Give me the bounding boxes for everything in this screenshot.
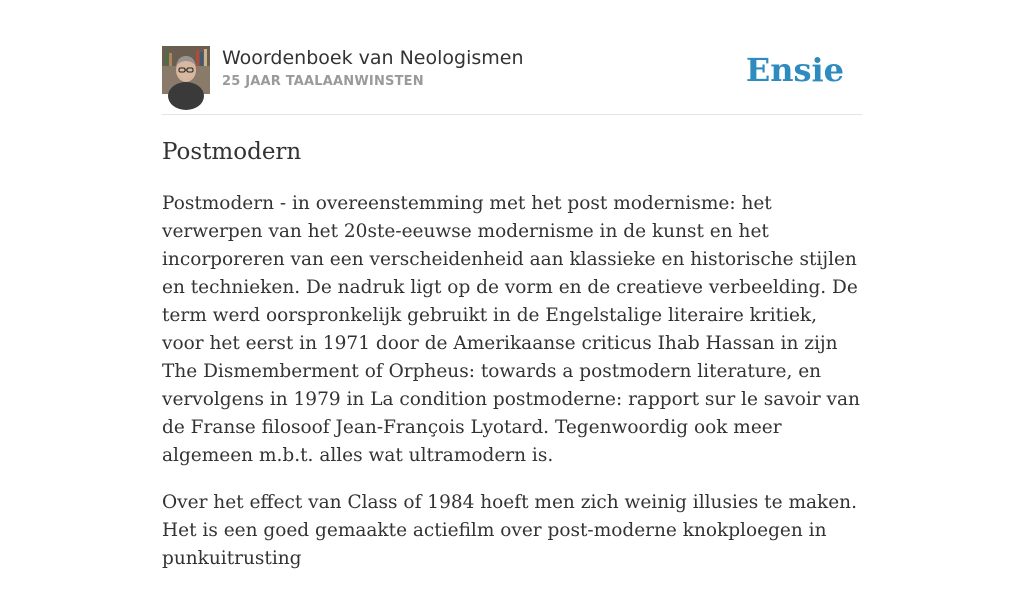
entry-body — [162, 190, 862, 592]
entry-title: Postmodern — [162, 139, 302, 165]
brand-logo[interactable]: Ensie — [745, 51, 844, 89]
author-portrait-icon — [162, 46, 210, 94]
entry-paragraph: Postmodern - in overeenstemming met het post modernisme: het verwerpen van het 20ste-eeuwse modernisme in de kunst en het incorporeren van een verscheidenheid aan klassieke en historische stijlen en technieken. De nadruk ligt op de vorm en de creatieve verbeelding. De term werd oorspronkelijk gebruikt in de Engelstalige literaire kritiek, voor het eerst in 1971 door de Amerikaanse criticus Ihab Hassan in zijn The Dismemberment of Orpheus: towards a postmodern literature, en vervolgens in 1979 in La condition postmoderne: rapport sur le savoir van de Franse filosoof Jean-François Lyotard. Tegenwoordig ook meer algemeen m.b.t. alles wat ultramodern is. — [162, 193, 860, 466]
avatar[interactable] — [162, 46, 210, 94]
author-tagline: 25 JAAR TAALAANWINSTEN — [222, 74, 424, 89]
entry-paragraph: Over het effect van Class of 1984 hoeft men zich weinig illusies te maken. Het is een goed gemaakte actiefilm over post-moderne knokploegen in punkuitrusting — [162, 492, 857, 569]
author-name[interactable]: Woordenboek van Neologismen — [222, 47, 524, 69]
header — [162, 46, 862, 115]
